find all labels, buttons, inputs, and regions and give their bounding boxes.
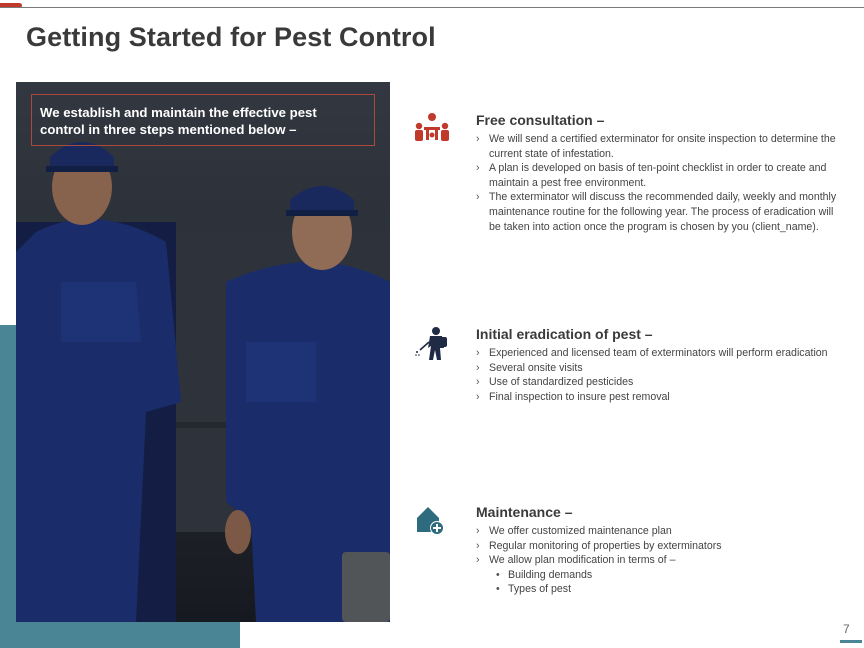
list-item: › A plan is developed on basis of ten-point checklist in order to create and maintain a pest free environment. <box>476 161 846 190</box>
exterminators-photo <box>16 82 390 622</box>
consultation-icon <box>414 112 450 148</box>
exterminator-sprayer-icon <box>414 326 450 362</box>
list-item: › Use of standardized pesticides <box>476 375 846 390</box>
section-heading: Initial eradication of pest – <box>476 326 653 342</box>
list-item: › We offer customized maintenance plan <box>476 524 846 539</box>
bullet-list <box>476 524 846 597</box>
page-number-underline <box>840 640 862 643</box>
sub-list-item: • Types of pest <box>476 582 846 597</box>
list-item: › Final inspection to insure pest removal <box>476 390 846 405</box>
list-item: › Regular monitoring of properties by exterminators <box>476 539 846 554</box>
section-heading: Maintenance – <box>476 504 573 520</box>
section-heading: Free consultation – <box>476 112 605 128</box>
list-item: › The exterminator will discuss the recommended daily, weekly and monthly maintenance routine for the following year. The process of eradication will be taken into action once the program is chosen by you (client_name). <box>476 190 846 234</box>
list-item: › We will send a certified exterminator for onsite inspection to determine the current state of infestation. <box>476 132 846 161</box>
list-item: › Experienced and licensed team of exterminators will perform eradication <box>476 346 846 361</box>
slide-title: Getting Started for Pest Control <box>26 22 436 52</box>
photo-caption: We establish and maintain the effective pest control in three steps mentioned below – <box>40 105 317 137</box>
top-rule <box>0 7 864 8</box>
page-number: 7 <box>843 622 850 636</box>
bullet-list <box>476 132 846 234</box>
list-item: › Several onsite visits <box>476 361 846 376</box>
exterminators-illustration <box>16 82 390 622</box>
sub-list-item: • Building demands <box>476 568 846 583</box>
bullet-list <box>476 346 846 404</box>
list-item: › We allow plan modification in terms of – <box>476 553 846 568</box>
home-maintenance-icon <box>414 504 450 540</box>
